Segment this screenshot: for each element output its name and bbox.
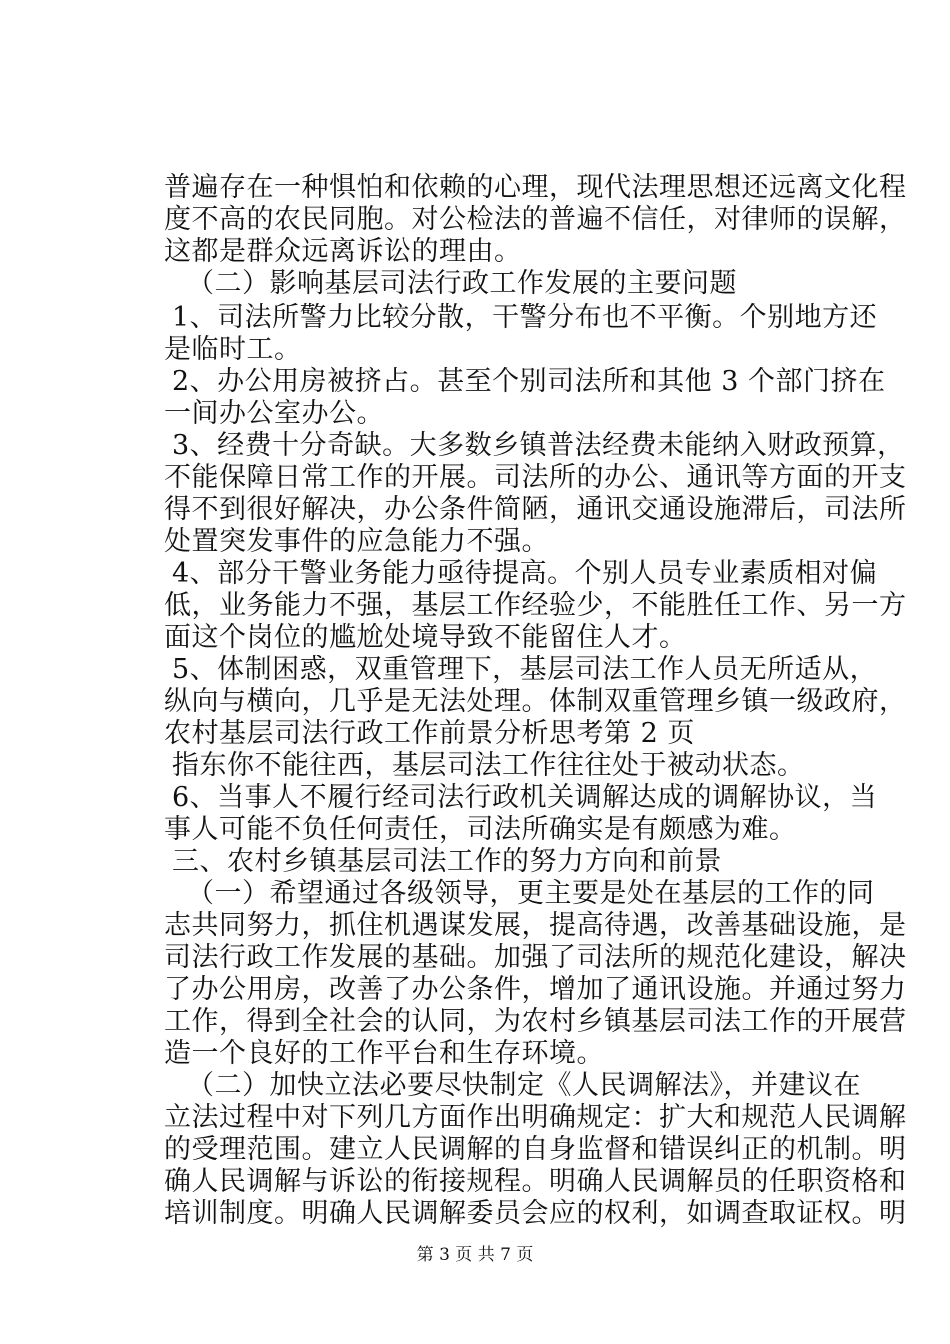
text-line: 1、司法所警力比较分散，干警分布也不平衡。个别地方还 [172, 302, 878, 333]
text-line: 这都是群众远离诉讼的理由。 [164, 236, 522, 267]
text-line: 纵向与横向，几乎是无法处理。体制双重管理乡镇一级政府， [164, 686, 907, 717]
text-line: 3、经费十分奇缺。大多数乡镇普法经费未能纳入财政预算， [172, 430, 905, 461]
text-line: （二）影响基层司法行政工作发展的主要问题 [187, 268, 737, 299]
text-line: 一间办公室办公。 [164, 398, 384, 429]
text-line: 的受理范围。建立人民调解的自身监督和错误纠正的机制。明 [164, 1134, 907, 1165]
text-line: 面这个岗位的尴尬处境导致不能留住人才。 [164, 622, 687, 653]
text-line: 立法过程中对下列几方面作出明确规定：扩大和规范人民调解 [164, 1102, 907, 1133]
text-line: 确人民调解与诉讼的衔接规程。明确人民调解员的任职资格和 [164, 1166, 907, 1197]
text-line: 得不到很好解决，办公条件简陋，通讯交通设施滞后，司法所 [164, 494, 907, 525]
text-line: 是临时工。 [164, 334, 302, 365]
text-line: 农村基层司法行政工作前景分析思考第 2 页 [164, 718, 695, 749]
text-line: （二）加快立法必要尽快制定《人民调解法》，并建议在 [187, 1070, 861, 1101]
text-line: 处置突发事件的应急能力不强。 [164, 526, 549, 557]
text-line: 指东你不能往西，基层司法工作往往处于被动状态。 [172, 750, 805, 781]
page-footer: 第 3 页 共 7 页 [416, 1245, 534, 1265]
text-line: 三、农村乡镇基层司法工作的努力方向和前景 [172, 846, 722, 877]
text-line: 低，业务能力不强，基层工作经验少，不能胜任工作、另一方 [164, 590, 907, 621]
text-line: 了办公用房，改善了办公条件，增加了通讯设施。并通过努力 [164, 974, 907, 1005]
text-line: （一）希望通过各级领导，更主要是处在基层的工作的同 [187, 878, 875, 909]
text-line: 度不高的农民同胞。对公检法的普遍不信任，对律师的误解， [164, 204, 907, 235]
text-line: 普遍存在一种惧怕和依赖的心理，现代法理思想还远离文化程 [164, 172, 907, 203]
text-line: 造一个良好的工作平台和生存环境。 [164, 1038, 604, 1069]
text-line: 4、部分干警业务能力亟待提高。个别人员专业素质相对偏 [172, 558, 878, 589]
text-line: 不能保障日常工作的开展。司法所的办公、通讯等方面的开支 [164, 462, 907, 493]
text-line: 2、办公用房被挤占。甚至个别司法所和其他 3 个部门挤在 [172, 366, 886, 397]
text-line: 司法行政工作发展的基础。加强了司法所的规范化建设，解决 [164, 942, 907, 973]
text-line: 5、体制困惑，双重管理下，基层司法工作人员无所适从， [172, 654, 878, 685]
text-line: 工作，得到全社会的认同，为农村乡镇基层司法工作的开展营 [164, 1006, 907, 1037]
text-line: 志共同努力，抓住机遇谋发展，提高待遇，改善基础设施，是 [164, 910, 907, 941]
text-line: 事人可能不负任何责任，司法所确实是有颇感为难。 [164, 814, 797, 845]
text-line: 培训制度。明确人民调解委员会应的权利，如调查取证权。明 [164, 1198, 907, 1229]
text-line: 6、当事人不履行经司法行政机关调解达成的调解协议，当 [172, 782, 878, 813]
